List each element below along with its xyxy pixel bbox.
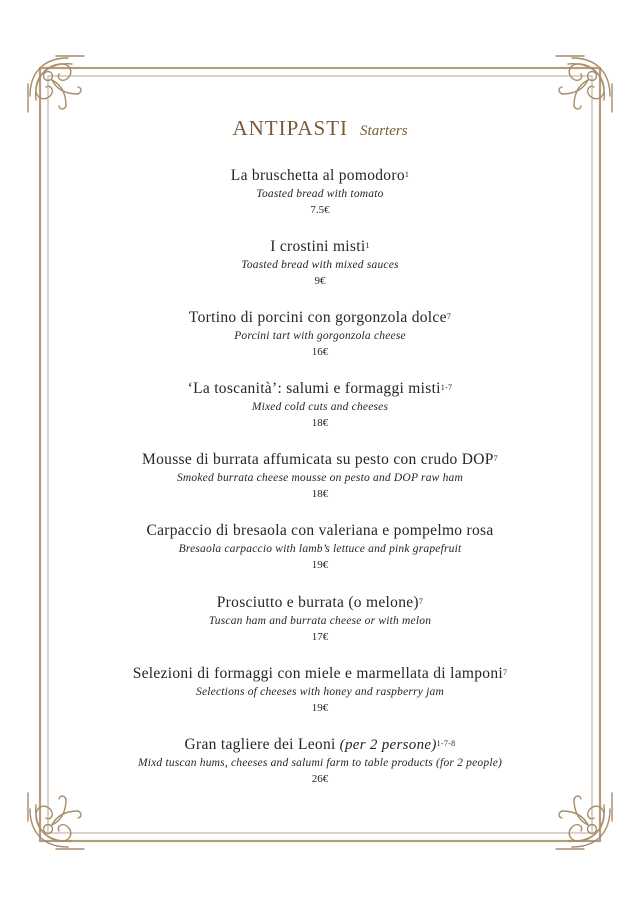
allergen-codes: 1-7-8	[436, 738, 456, 748]
dish-description: Porcini tart with gorgonzola cheese	[234, 330, 406, 343]
menu-item	[40, 237, 600, 308]
dish-price: 18€	[311, 417, 329, 430]
menu-item	[40, 664, 600, 735]
dish-name	[40, 237, 600, 257]
allergen-codes: 7	[418, 596, 424, 606]
dish-name-text: Mousse di burrata affumicata su pesto con crudo DOP	[142, 451, 494, 469]
dish-price: 19€	[311, 701, 329, 714]
dish-description: Mixd tuscan hums, cheeses and salumi farm to table products (for 2 people)	[137, 756, 503, 769]
allergen-codes: 1	[404, 170, 410, 179]
page-title	[0, 106, 640, 143]
dish-name-text: Carpaccio di bresaola con valeriana e pompelmo rosa	[146, 522, 494, 540]
menu-item	[40, 308, 600, 379]
dish-description: Selections of cheeses with honey and raspberry jam	[196, 685, 444, 698]
menu-item	[40, 735, 600, 806]
menu-item	[40, 450, 600, 521]
menu-item	[40, 166, 600, 237]
allergen-codes: 1	[365, 241, 370, 251]
section-title: ANTIPASTI	[232, 116, 349, 140]
dish-name	[40, 593, 600, 613]
menu-item	[40, 379, 600, 450]
dish-name	[40, 379, 600, 399]
dish-name	[40, 166, 600, 186]
allergen-codes: 7	[493, 454, 498, 464]
allergen-codes: 1-7	[440, 383, 453, 393]
dish-description: Mixed cold cuts and cheeses	[251, 401, 389, 414]
dish-name-text: La bruschetta al pomodoro	[230, 167, 405, 184]
dish-name-text: Prosciutto e burrata (o melone)	[216, 593, 419, 611]
dish-price: 7.5€	[310, 204, 330, 216]
dish-name-text: Gran tagliere dei Leoni	[184, 735, 336, 753]
allergen-codes: 7	[446, 312, 452, 322]
dish-description: Smoked burrata cheese mousse on pesto and DOP raw ham	[176, 472, 464, 485]
dish-name	[40, 735, 600, 755]
dish-name-text: ‘La toscanità’: salumi e formaggi misti	[187, 380, 441, 398]
dish-price: 19€	[311, 559, 329, 572]
dish-price: 9€	[314, 275, 326, 288]
dish-description: Tuscan ham and burrata cheese or with melon	[208, 614, 432, 627]
dish-name	[40, 308, 600, 328]
dish-price: 17€	[311, 630, 329, 643]
dish-description: Toasted bread with tomato	[256, 188, 384, 200]
dish-price: 16€	[311, 346, 329, 359]
dish-name	[40, 450, 600, 470]
dish-price: 26€	[311, 772, 329, 785]
dish-price: 18€	[311, 488, 329, 501]
menu-item	[40, 593, 600, 664]
dish-note: (per 2 persone)	[335, 736, 437, 753]
corner-ornament-top-right	[556, 56, 612, 112]
dish-name	[40, 664, 600, 684]
allergen-codes: 7	[503, 667, 508, 677]
menu-list	[40, 166, 600, 806]
corner-ornament-top-left	[28, 56, 84, 112]
dish-name-text: I crostini misti	[270, 238, 366, 256]
menu-item	[40, 521, 600, 592]
dish-description: Bresaola carpaccio with lamb’s lettuce and pink grapefruit	[178, 543, 462, 556]
dish-name-text: Selezioni di formaggi con miele e marmellata di lamponi	[132, 664, 503, 682]
dish-name	[40, 521, 600, 541]
dish-description: Toasted bread with mixed sauces	[241, 259, 399, 272]
section-subtitle: Starters	[360, 123, 408, 139]
dish-name-text: Tortino di porcini con gorgonzola dolce	[188, 309, 447, 327]
